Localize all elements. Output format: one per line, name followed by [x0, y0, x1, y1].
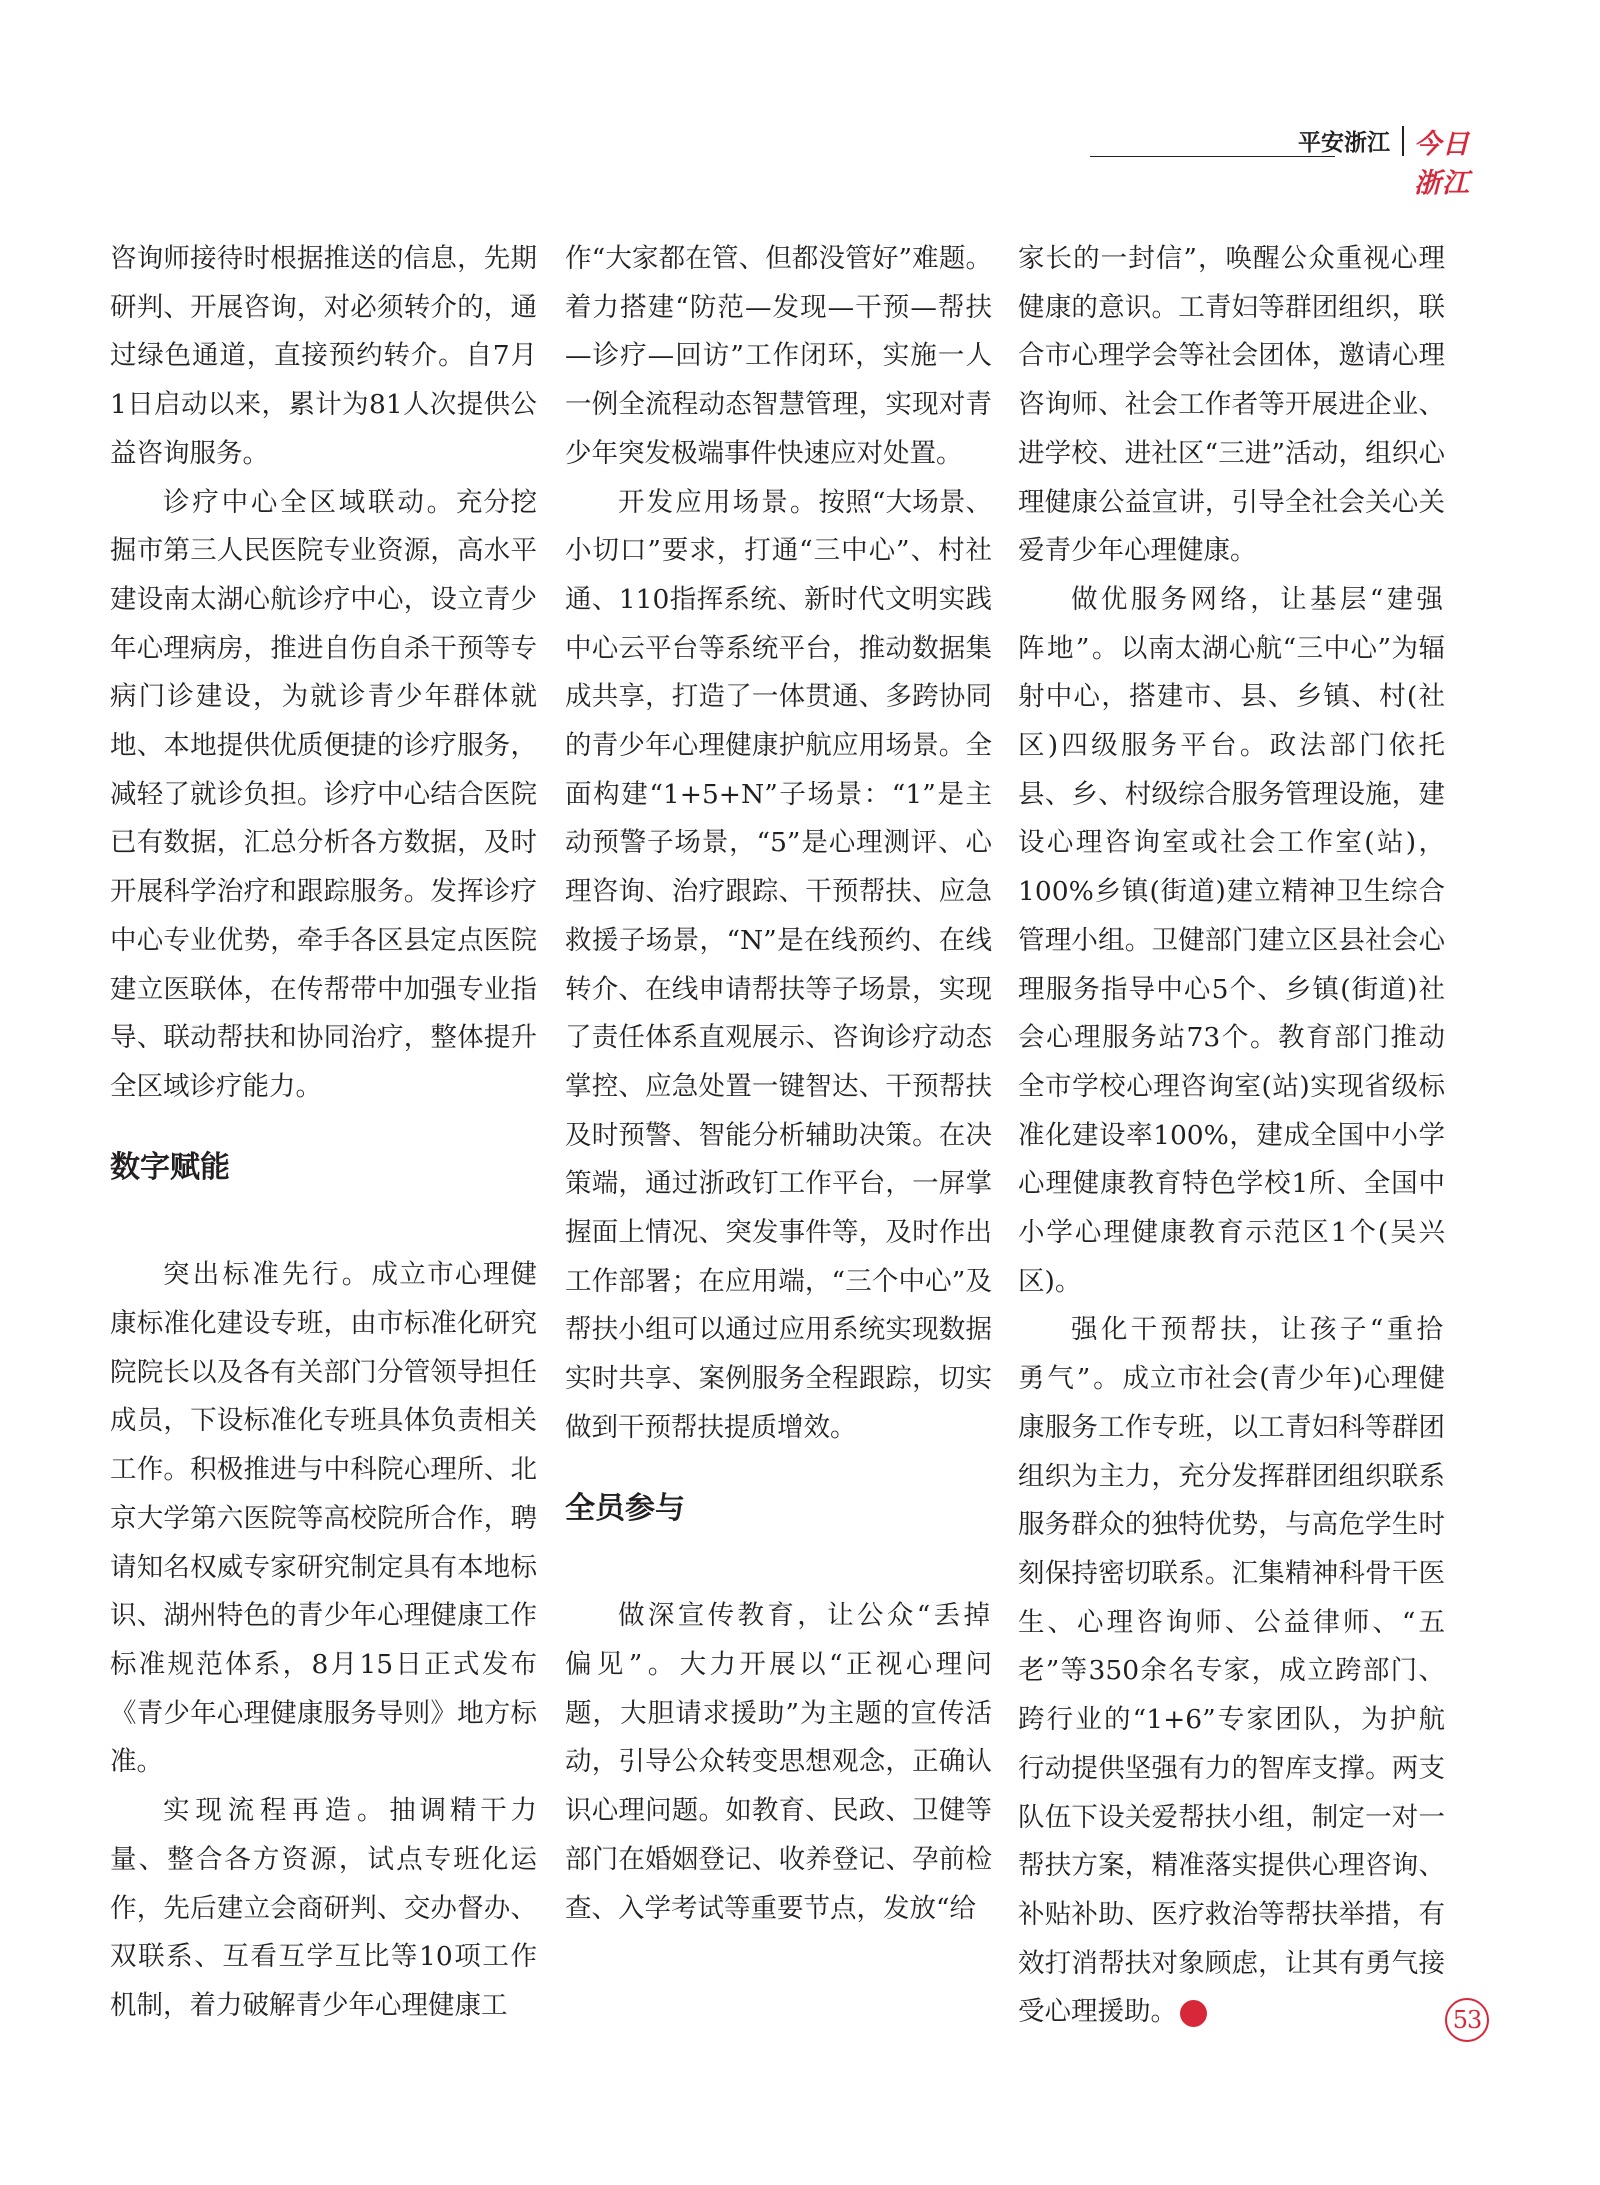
paragraph-body: 成立市心理健康标准化建设专班，由市标准化研究院院长以及各有关部门分管领导担任成员，下设标准化专班具体负责相关工作。积极推进与中科院心理所、北京大学第六医院等高校院所合作，聘请知名权威专家研究制定具有本地标识、湖州特色的青少年心理健康工作标准规范体系，8月15日正式发布《青少年心理健康服务导则》地方标准。	[110, 1259, 538, 1778]
paragraph	[110, 479, 537, 1112]
paragraph	[565, 1592, 992, 1933]
paragraph-lead: 突出标准先行。	[163, 1259, 372, 1291]
paragraph	[110, 1251, 537, 1787]
end-mark-icon: 今	[1180, 2000, 1207, 2027]
paragraph-lead: 诊疗中心全区域联动。	[163, 486, 456, 518]
column-2	[565, 235, 992, 1933]
paragraph-body: 以南太湖心航“三中心”为辐射中心，搭建市、县、乡镇、村(社区)四级服务平台。政法部门依托县、乡、村级综合服务管理设施，建设心理咨询室或社会工作室(站)，100%乡镇(街道)建立精神卫生综合管理小组。卫健部门建立区县社会心理服务指导中心5个、乡镇(街道)社会心理服务站73个。教育部门推动全市学校心理咨询室(站)实现省级标准化建设率100%，建成全国中小学心理健康教育特色学校1所、全国中小学心理健康教育示范区1个(吴兴区)。	[1018, 632, 1445, 1297]
paragraph-body: 成立市社会(青少年)心理健康服务工作专班，以工青妇科等群团组织为主力，充分发挥群团组织联系服务群众的独特优势，与高危学生时刻保持密切联系。汇集精神科骨干医生、心理咨询师、公益律师、“五老”等350余名专家，成立跨部门、跨行业的“1+6”专家团队，为护航行动提供坚强有力的智库支撑。两支队伍下设关爱帮扶小组，制定一对一帮扶方案，精准落实提供心理咨询、补贴补助、医疗救治等帮扶举措，有效打消帮扶对象顾虑，让其有勇气接受心理援助。	[1018, 1363, 1445, 2028]
section-heading: 全员参与	[565, 1490, 685, 1526]
paragraph: 作“大家都在管、但都没管好”难题。着力搭建“防范—发现—干预—帮扶—诊疗—回访”工作闭环，实施一人一例全流程动态智慧管理，实现对青少年突发极端事件快速应对处置。	[565, 243, 992, 469]
paragraph-lead: 强化干预帮扶，让孩子“重拾勇气”。	[1018, 1314, 1445, 1395]
paragraph: 家长的一封信”，唤醒公众重视心理健康的意识。工青妇等群团组织，联合市心理学会等社会团体，邀请心理咨询师、社会工作者等开展进企业、进学校、进社区“三进”活动，组织心理健康公益宣讲，引导全社会关心关爱青少年心理健康。	[1018, 243, 1445, 567]
brand-logo: 今日浙江	[1414, 129, 1470, 199]
paragraph	[1018, 1306, 1445, 2037]
paragraph	[110, 1787, 537, 2031]
paragraph-lead: 做优服务网络，让基层“建强阵地”。	[1018, 583, 1445, 664]
paragraph-lead: 做深宣传教育，让公众“丢掉偏见”。	[565, 1600, 992, 1680]
paragraph-lead: 实现流程再造。	[163, 1795, 390, 1827]
paragraph-lead: 开发应用场景。	[618, 486, 819, 518]
section-label: 平安浙江	[1298, 130, 1390, 156]
paragraph	[565, 479, 992, 1453]
paragraph-body: 大力开展以“正视心理问题，大胆请求援助”为主题的宣传活动，引导公众转变思想观念，正确认识心理问题。如教育、民政、卫健等部门在婚姻登记、收养登记、孕前检查、入学考试等重要节点，发放“给	[565, 1648, 992, 1924]
header-divider	[1402, 126, 1404, 156]
paragraph-body: 按照“大场景、小切口”要求，打通“三中心”、村社通、110指挥系统、新时代文明实践中心云平台等系统平台，推动数据集成共享，打造了一体贯通、多跨协同的青少年心理健康护航应用场景。全面构建“1+5+N”子场景：“1”是主动预警子场景，“5”是心理测评、心理咨询、治疗跟踪、干预帮扶、应急救援子场景，“N”是在线预约、在线转介、在线申请帮扶等子场景，实现了责任体系直观展示、咨询诊疗动态掌控、应急处置一键智达、干预帮扶及时预警、智能分析辅助决策。在决策端，通过浙政钉工作平台，一屏掌握面上情况、突发事件等，及时作出工作部署；在应用端，“三个中心”及帮扶小组可以通过应用系统实现数据实时共享、案例服务全程跟踪，切实做到干预帮扶提质增效。	[565, 486, 992, 1443]
column-1	[110, 235, 537, 2031]
paragraph: 咨询师接待时根据推送的信息，先期研判、开展咨询，对必须转介的，通过绿色通道，直接预约转介。自7月1日启动以来，累计为81人次提供公益咨询服务。	[110, 243, 537, 469]
column-3	[1018, 235, 1445, 2037]
paragraph-body: 充分挖掘市第三人民医院专业资源，高水平建设南太湖心航诊疗中心，设立青少年心理病房，推进自伤自杀干预等专病门诊建设，为就诊青少年群体就地、本地提供优质便捷的诊疗服务，减轻了就诊负担。诊疗中心结合医院已有数据，汇总分析各方数据，及时开展科学治疗和跟踪服务。发挥诊疗中心专业优势，牵手各区县定点医院建立医联体，在传帮带中加强专业指导、联动帮扶和协同治疗，整体提升全区域诊疗能力。	[110, 486, 538, 1102]
paragraph-body: 抽调精干力量、整合各方资源，试点专班化运作，先后建立会商研判、交办督办、双联系、互看互学互比等10项工作机制，着力破解青少年心理健康工	[110, 1795, 538, 2021]
section-heading: 数字赋能	[110, 1149, 230, 1185]
paragraph	[1018, 576, 1445, 1307]
page-header	[1090, 122, 1480, 199]
page-number: 53	[1445, 1998, 1489, 2042]
